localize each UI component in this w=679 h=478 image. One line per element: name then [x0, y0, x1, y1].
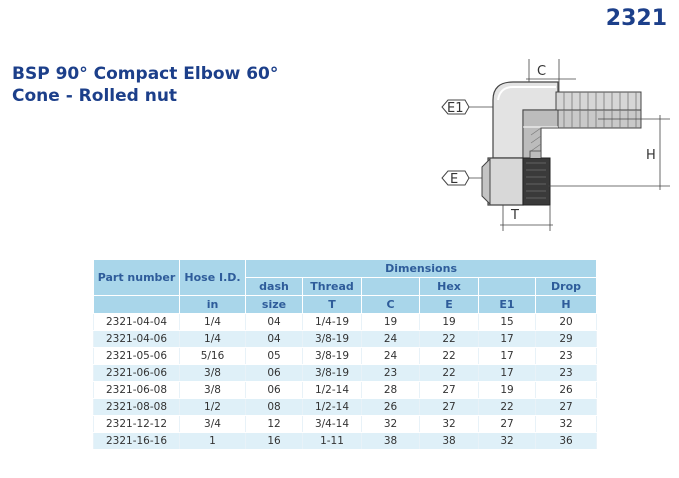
cell-hose-id: 5/16 [180, 348, 246, 365]
cell-hose-id: 1/4 [180, 314, 246, 331]
cell-dim-e1: 32 [479, 433, 536, 450]
cell-dim-c: 32 [362, 416, 420, 433]
cell-hex-e: 22 [420, 365, 479, 382]
dim-label-e1: E1 [447, 101, 464, 116]
table-row [94, 382, 597, 399]
cell-dim-e1: 19 [479, 382, 536, 399]
cell-hex-e: 27 [420, 382, 479, 399]
cell-dash-size: 05 [246, 348, 303, 365]
cell-hex-e: 38 [420, 433, 479, 450]
cell-part-number: 2321-05-06 [94, 348, 180, 365]
header-e1: E1 [479, 296, 536, 314]
cell-thread: 3/4-14 [303, 416, 362, 433]
cell-drop-h: 36 [536, 433, 597, 450]
cell-dim-e1: 17 [479, 348, 536, 365]
cell-thread: 1/2-14 [303, 382, 362, 399]
cell-dim-e1: 27 [479, 416, 536, 433]
cell-dim-e1: 17 [479, 365, 536, 382]
cell-hose-id: 1/2 [180, 399, 246, 416]
cell-dash-size: 08 [246, 399, 303, 416]
cell-drop-h: 32 [536, 416, 597, 433]
cell-part-number: 2321-16-16 [94, 433, 180, 450]
cell-hex-e: 32 [420, 416, 479, 433]
cell-hex-e: 22 [420, 331, 479, 348]
dim-label-e: E [450, 172, 459, 187]
cell-dim-c: 28 [362, 382, 420, 399]
title-line-2: Cone - Rolled nut [12, 86, 178, 106]
table-row [94, 314, 597, 331]
header-blank-part [94, 296, 180, 314]
table-row [94, 399, 597, 416]
cell-drop-h: 23 [536, 348, 597, 365]
cell-drop-h: 29 [536, 331, 597, 348]
header-thread: Thread [303, 278, 362, 296]
cell-hex-e: 22 [420, 348, 479, 365]
dimensions-table [93, 259, 597, 450]
cell-dim-e1: 15 [479, 314, 536, 331]
cell-thread: 3/8-19 [303, 365, 362, 382]
cell-dim-c: 23 [362, 365, 420, 382]
cell-dash-size: 04 [246, 314, 303, 331]
cell-part-number: 2321-12-12 [94, 416, 180, 433]
cell-thread: 1-11 [303, 433, 362, 450]
cell-dash-size: 04 [246, 331, 303, 348]
cell-hose-id: 3/8 [180, 382, 246, 399]
cell-hose-id: 1/4 [180, 331, 246, 348]
header-hose-id: Hose I.D. [180, 260, 246, 296]
cell-dim-e1: 17 [479, 331, 536, 348]
table-row [94, 416, 597, 433]
header-c: C [362, 296, 420, 314]
cell-dim-c: 24 [362, 348, 420, 365]
cell-dim-e1: 22 [479, 399, 536, 416]
cell-part-number: 2321-06-08 [94, 382, 180, 399]
table-row [94, 348, 597, 365]
header-e: E [420, 296, 479, 314]
product-code: 2321 [605, 6, 667, 31]
cell-thread: 1/2-14 [303, 399, 362, 416]
cell-part-number: 2321-06-06 [94, 365, 180, 382]
cell-dash-size: 12 [246, 416, 303, 433]
header-size: size [246, 296, 303, 314]
cell-dim-c: 26 [362, 399, 420, 416]
header-blank-e1 [479, 278, 536, 296]
cell-drop-h: 23 [536, 365, 597, 382]
cell-dim-c: 38 [362, 433, 420, 450]
table-row [94, 365, 597, 382]
cell-hose-id: 3/4 [180, 416, 246, 433]
header-blank-c [362, 278, 420, 296]
cell-part-number: 2321-04-04 [94, 314, 180, 331]
table-row [94, 331, 597, 348]
cell-part-number: 2321-04-06 [94, 331, 180, 348]
product-title [12, 63, 342, 107]
cell-hose-id: 3/8 [180, 365, 246, 382]
cell-hex-e: 27 [420, 399, 479, 416]
cell-dim-c: 19 [362, 314, 420, 331]
cell-thread: 3/8-19 [303, 348, 362, 365]
header-dash: dash [246, 278, 303, 296]
elbow-fitting-drawing [438, 55, 674, 233]
nut-body [488, 158, 523, 205]
dim-label-t: T [511, 208, 519, 223]
table-body [94, 314, 597, 450]
cell-drop-h: 26 [536, 382, 597, 399]
cell-dash-size: 06 [246, 382, 303, 399]
table-row [94, 433, 597, 450]
cell-drop-h: 27 [536, 399, 597, 416]
dim-label-h: H [646, 148, 656, 163]
cell-thread: 1/4-19 [303, 314, 362, 331]
cell-thread: 3/8-19 [303, 331, 362, 348]
header-drop: Drop [536, 278, 597, 296]
cell-dash-size: 06 [246, 365, 303, 382]
header-in: in [180, 296, 246, 314]
title-line-1: BSP 90° Compact Elbow 60° [12, 64, 279, 84]
cell-drop-h: 20 [536, 314, 597, 331]
cell-hex-e: 19 [420, 314, 479, 331]
header-hex: Hex [420, 278, 479, 296]
header-t: T [303, 296, 362, 314]
header-part-number: Part number [94, 260, 180, 296]
dim-label-c: C [537, 64, 547, 79]
cell-hose-id: 1 [180, 433, 246, 450]
header-h: H [536, 296, 597, 314]
cell-dash-size: 16 [246, 433, 303, 450]
cell-dim-c: 24 [362, 331, 420, 348]
header-dimensions: Dimensions [246, 260, 597, 278]
cell-part-number: 2321-08-08 [94, 399, 180, 416]
